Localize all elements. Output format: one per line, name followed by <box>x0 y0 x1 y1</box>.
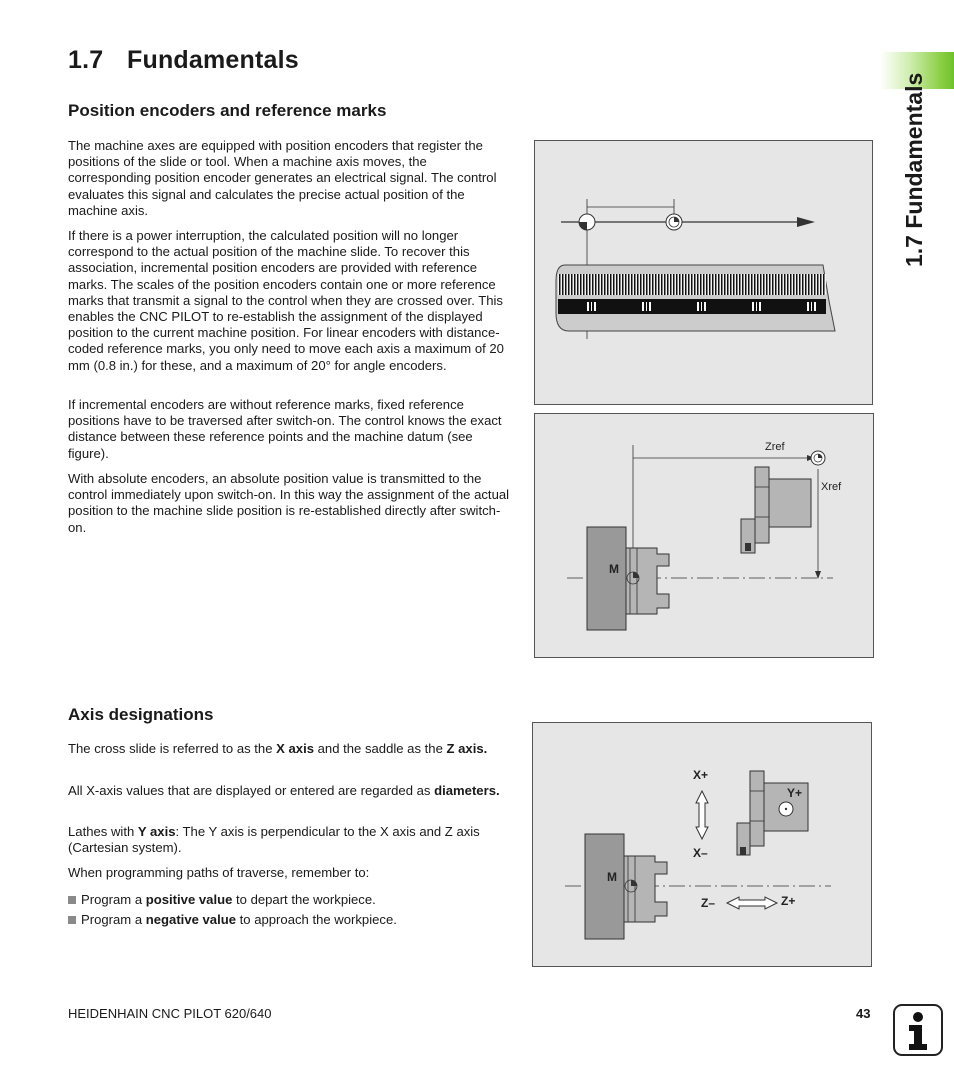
machine-datum-label: M <box>607 870 617 884</box>
figure-reference-points <box>534 413 874 658</box>
x-minus-label: X– <box>693 846 708 860</box>
footer-product: HEIDENHAIN CNC PILOT 620/640 <box>68 1006 272 1021</box>
info-icon <box>893 1004 943 1056</box>
reference-points-drawing <box>535 414 873 657</box>
section-title: Fundamentals <box>127 46 299 74</box>
encoder-scale-drawing <box>535 141 872 404</box>
paragraph: If incremental encoders are without reference marks, fixed reference positions have to be traversed after switch-on. The control knows the exact distance between these reference points and the machine datum (see figure). <box>68 397 502 461</box>
xref-label: Xref <box>821 481 842 493</box>
paragraph: The machine axes are equipped with position encoders that register the positions of the slide or tool. When a machine axis moves, the corresponding position encoder generates an electrical signal. The control evaluates this signal and calculates the precise actual position of the machine axis. <box>68 138 497 218</box>
heading-position-encoders: Position encoders and reference marks <box>68 101 387 120</box>
paragraph: All X-axis values that are displayed or entered are regarded as diameters. <box>68 783 500 798</box>
section-number: 1.7 <box>68 46 104 74</box>
page-title <box>68 46 299 75</box>
paragraph: The cross slide is referred to as the X axis and the saddle as the Z axis. <box>68 741 488 756</box>
figure-encoder-scale <box>534 140 873 405</box>
paragraph: Lathes with Y axis: The Y axis is perpendicular to the X axis and Z axis (Cartesian system). <box>68 824 480 856</box>
info-glyph <box>895 1006 941 1054</box>
z-minus-label: Z– <box>701 896 716 910</box>
y-plus-label: Y+ <box>787 786 803 800</box>
paragraph: When programming paths of traverse, remember to: <box>68 865 370 880</box>
bullet-square-icon <box>68 896 76 904</box>
side-tab-text: 1.7 Fundamentals <box>901 72 927 267</box>
heading-axis-designations: Axis designations <box>68 705 214 724</box>
zref-label: Zref <box>765 441 785 453</box>
z-plus-label: Z+ <box>781 894 796 908</box>
machine-datum-label: M <box>609 562 619 576</box>
paragraph: If there is a power interruption, the calculated position will no longer correspond to the actual position of the machine slide. To recover this association, incremental position encoders are provided with reference marks. The scales of the position encoders contain one or more reference marks that transmit a signal to the control when they are crossed over. This enables the CNC PILOT to re-establish the assignment of the displayed position to the current machine position. For linear encoders with distance-coded reference marks, you only need to move each axis a maximum of 20 mm (0.8 in.) for these, and a maximum of 20° for angle encoders. <box>68 228 504 373</box>
axis-designations-drawing <box>533 723 871 966</box>
list-item: Program a positive value to depart the workpiece. <box>68 892 376 908</box>
figure-axis-designations <box>532 722 872 967</box>
page-number: 43 <box>856 1006 871 1021</box>
paragraph: With absolute encoders, an absolute position value is transmitted to the control immediately upon switch-on. In this way the assignment of the actual position to the machine slide position is re-established directly after switch-on. <box>68 471 510 535</box>
bullet-square-icon <box>68 916 76 924</box>
side-tab-title <box>897 62 931 272</box>
x-plus-label: X+ <box>693 768 709 782</box>
list-item: Program a negative value to approach the workpiece. <box>68 912 397 928</box>
